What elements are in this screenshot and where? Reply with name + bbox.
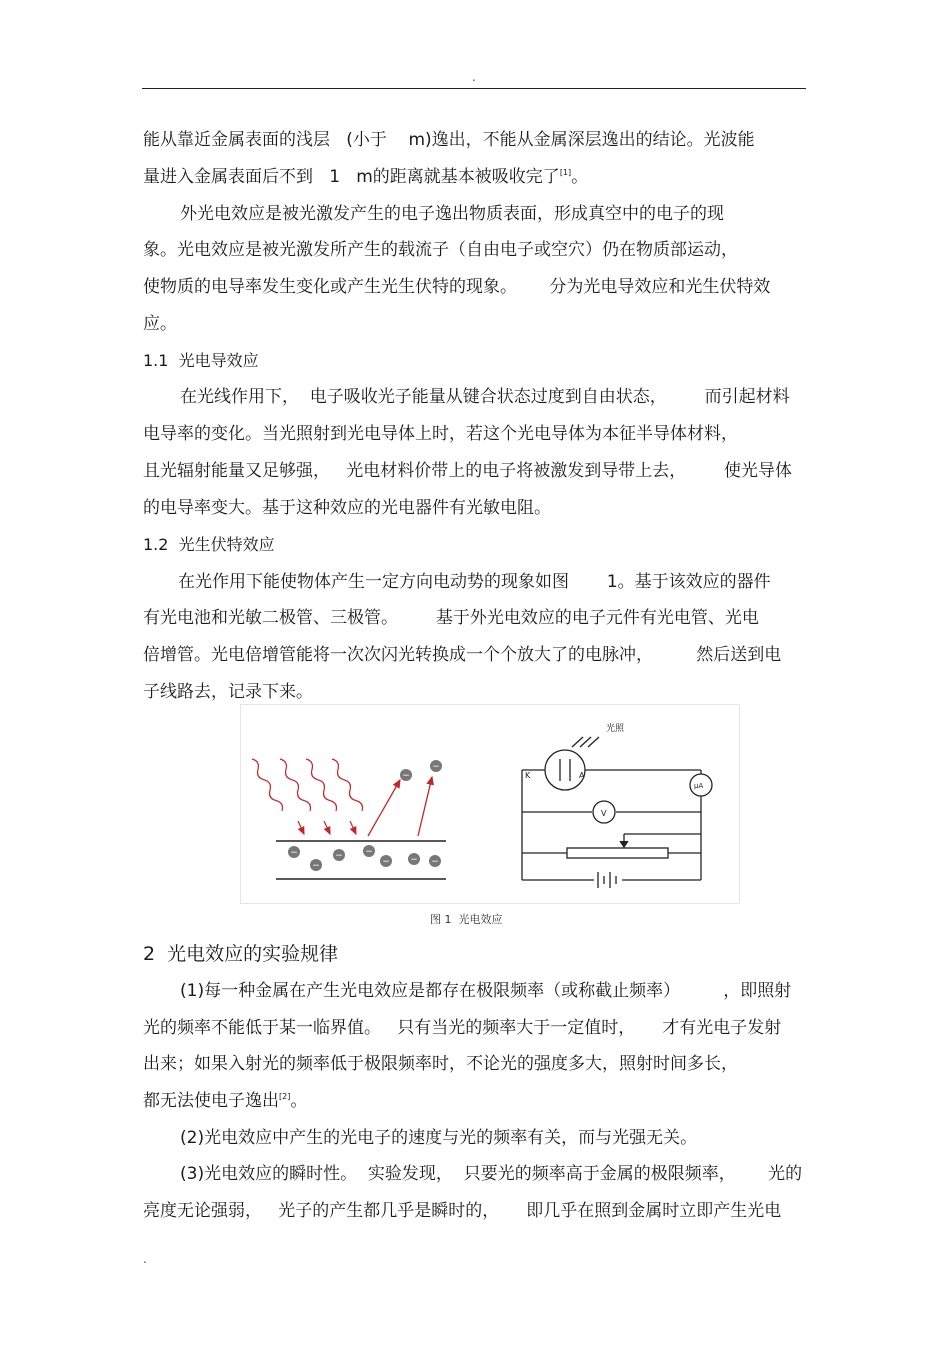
text-line: 的电导率变大。基于这种效应的光电器件有光敏电阻。 <box>143 498 551 518</box>
text-line: 外光电效应是被光激发产生的电子逸出物质表面，形成真空中的电子的现 <box>180 204 724 224</box>
text-line: 能从靠近金属表面的浅层 (小于 m)逸出，不能从金属深层逸出的结论。光波能 <box>143 130 755 150</box>
text-line: (2)光电效应中产生的光电子的速度与光的频率有关，而与光强无关。 <box>180 1128 698 1148</box>
cathode-label: K <box>525 771 531 780</box>
text-line: 光的频率不能低于某一临界值。 只有当光的频率大于一定值时， 才有光电子发射 <box>143 1018 782 1038</box>
citation-ref[interactable]: [2] <box>279 1092 291 1101</box>
text-line: 子线路去，记录下来。 <box>143 682 313 702</box>
ejected-electron-arrow <box>368 780 400 836</box>
voltmeter-label: V <box>601 809 607 818</box>
circuit <box>522 737 712 888</box>
text-line: 有光电池和光敏二极管、三极管。 基于外光电效应的电子元件有光电管、光电 <box>143 608 759 628</box>
text-line: 亮度无论强弱， 光子的产生都几乎是瞬时的， 即几乎在照到金属时立即产生光电 <box>143 1201 782 1221</box>
text-line <box>143 1090 307 1112</box>
electron-sign: − <box>382 857 390 867</box>
text-line: 在光作用下能使物体产生一定方向电动势的现象如图 1。基于该效应的器件 <box>178 572 771 592</box>
light-label: 光照 <box>606 724 625 734</box>
header-dot: . <box>472 70 476 84</box>
text-span: 量进入金属表面后不到 1 m的距离就基本被吸收完了 <box>143 167 560 187</box>
figure-border <box>241 705 740 904</box>
electron-sign: − <box>365 847 373 857</box>
section-heading: 1.1 光电导效应 <box>143 351 259 370</box>
footer-dot: . <box>143 1252 147 1266</box>
text-line: 应。 <box>143 314 177 334</box>
text-line: 使物质的电导率发生变化或产生光生伏特的现象。 分为光电导效应和光生伏特效 <box>143 277 771 297</box>
electron-sign: − <box>290 848 298 858</box>
text-line: 象。光电效应是被光激发所产生的载流子（自由电子或空穴）仍在物质部运动， <box>143 240 738 260</box>
text-line: 在光线作用下， 电子吸收光子能量从键合状态过度到自由状态， 而引起材料 <box>180 387 790 407</box>
text-span: 。 <box>290 1091 308 1111</box>
text-line: 电导率的变化。当光照射到光电导体上时，若这个光电导体为本征半导体材料， <box>143 424 738 444</box>
text-line: (1)每一种金属在产生光电效应是都存在极限频率（或称截止频率） ，即照射 <box>180 981 792 1001</box>
electron-sign: − <box>410 855 418 865</box>
text-line: 且光辐射能量又足够强， 光电材料价带上的电子将被激发到导带上去， 使光导体 <box>143 461 793 481</box>
header-rule <box>142 88 806 89</box>
citation-ref[interactable]: [1] <box>559 168 572 177</box>
text-line <box>143 166 588 188</box>
electron-sign: − <box>312 861 320 871</box>
electron-sign: − <box>335 851 343 861</box>
text-line: (3)光电效应的瞬时性。 实验发现， 只要光的频率高于金属的极限频率， 光的 <box>180 1164 803 1184</box>
text-line: 出来；如果入射光的频率低于极限频率时，不论光的强度多大，照射时间多长， <box>143 1054 738 1074</box>
figure-caption: 图 1 光电效应 <box>430 913 503 926</box>
photoelectric-figure <box>240 704 740 904</box>
ejected-electron-arrow <box>418 777 432 836</box>
section-heading: 1.2 光生伏特效应 <box>143 535 275 554</box>
electron-sign: − <box>432 762 440 772</box>
section-heading: 2 光电效应的实验规律 <box>143 943 339 965</box>
electron-sign: − <box>402 771 410 781</box>
ammeter-label: μA <box>694 782 704 790</box>
electrons <box>288 760 442 871</box>
anode-label: A <box>579 771 585 780</box>
electron-sign: − <box>431 857 439 867</box>
light-waves <box>249 758 364 835</box>
text-span: 都无法使电子逸出 <box>143 1091 279 1111</box>
text-line: 倍增管。光电倍增管能将一次次闪光转换成一个个放大了的电脉冲， 然后送到电 <box>143 645 782 665</box>
text-span: 。 <box>571 167 589 187</box>
